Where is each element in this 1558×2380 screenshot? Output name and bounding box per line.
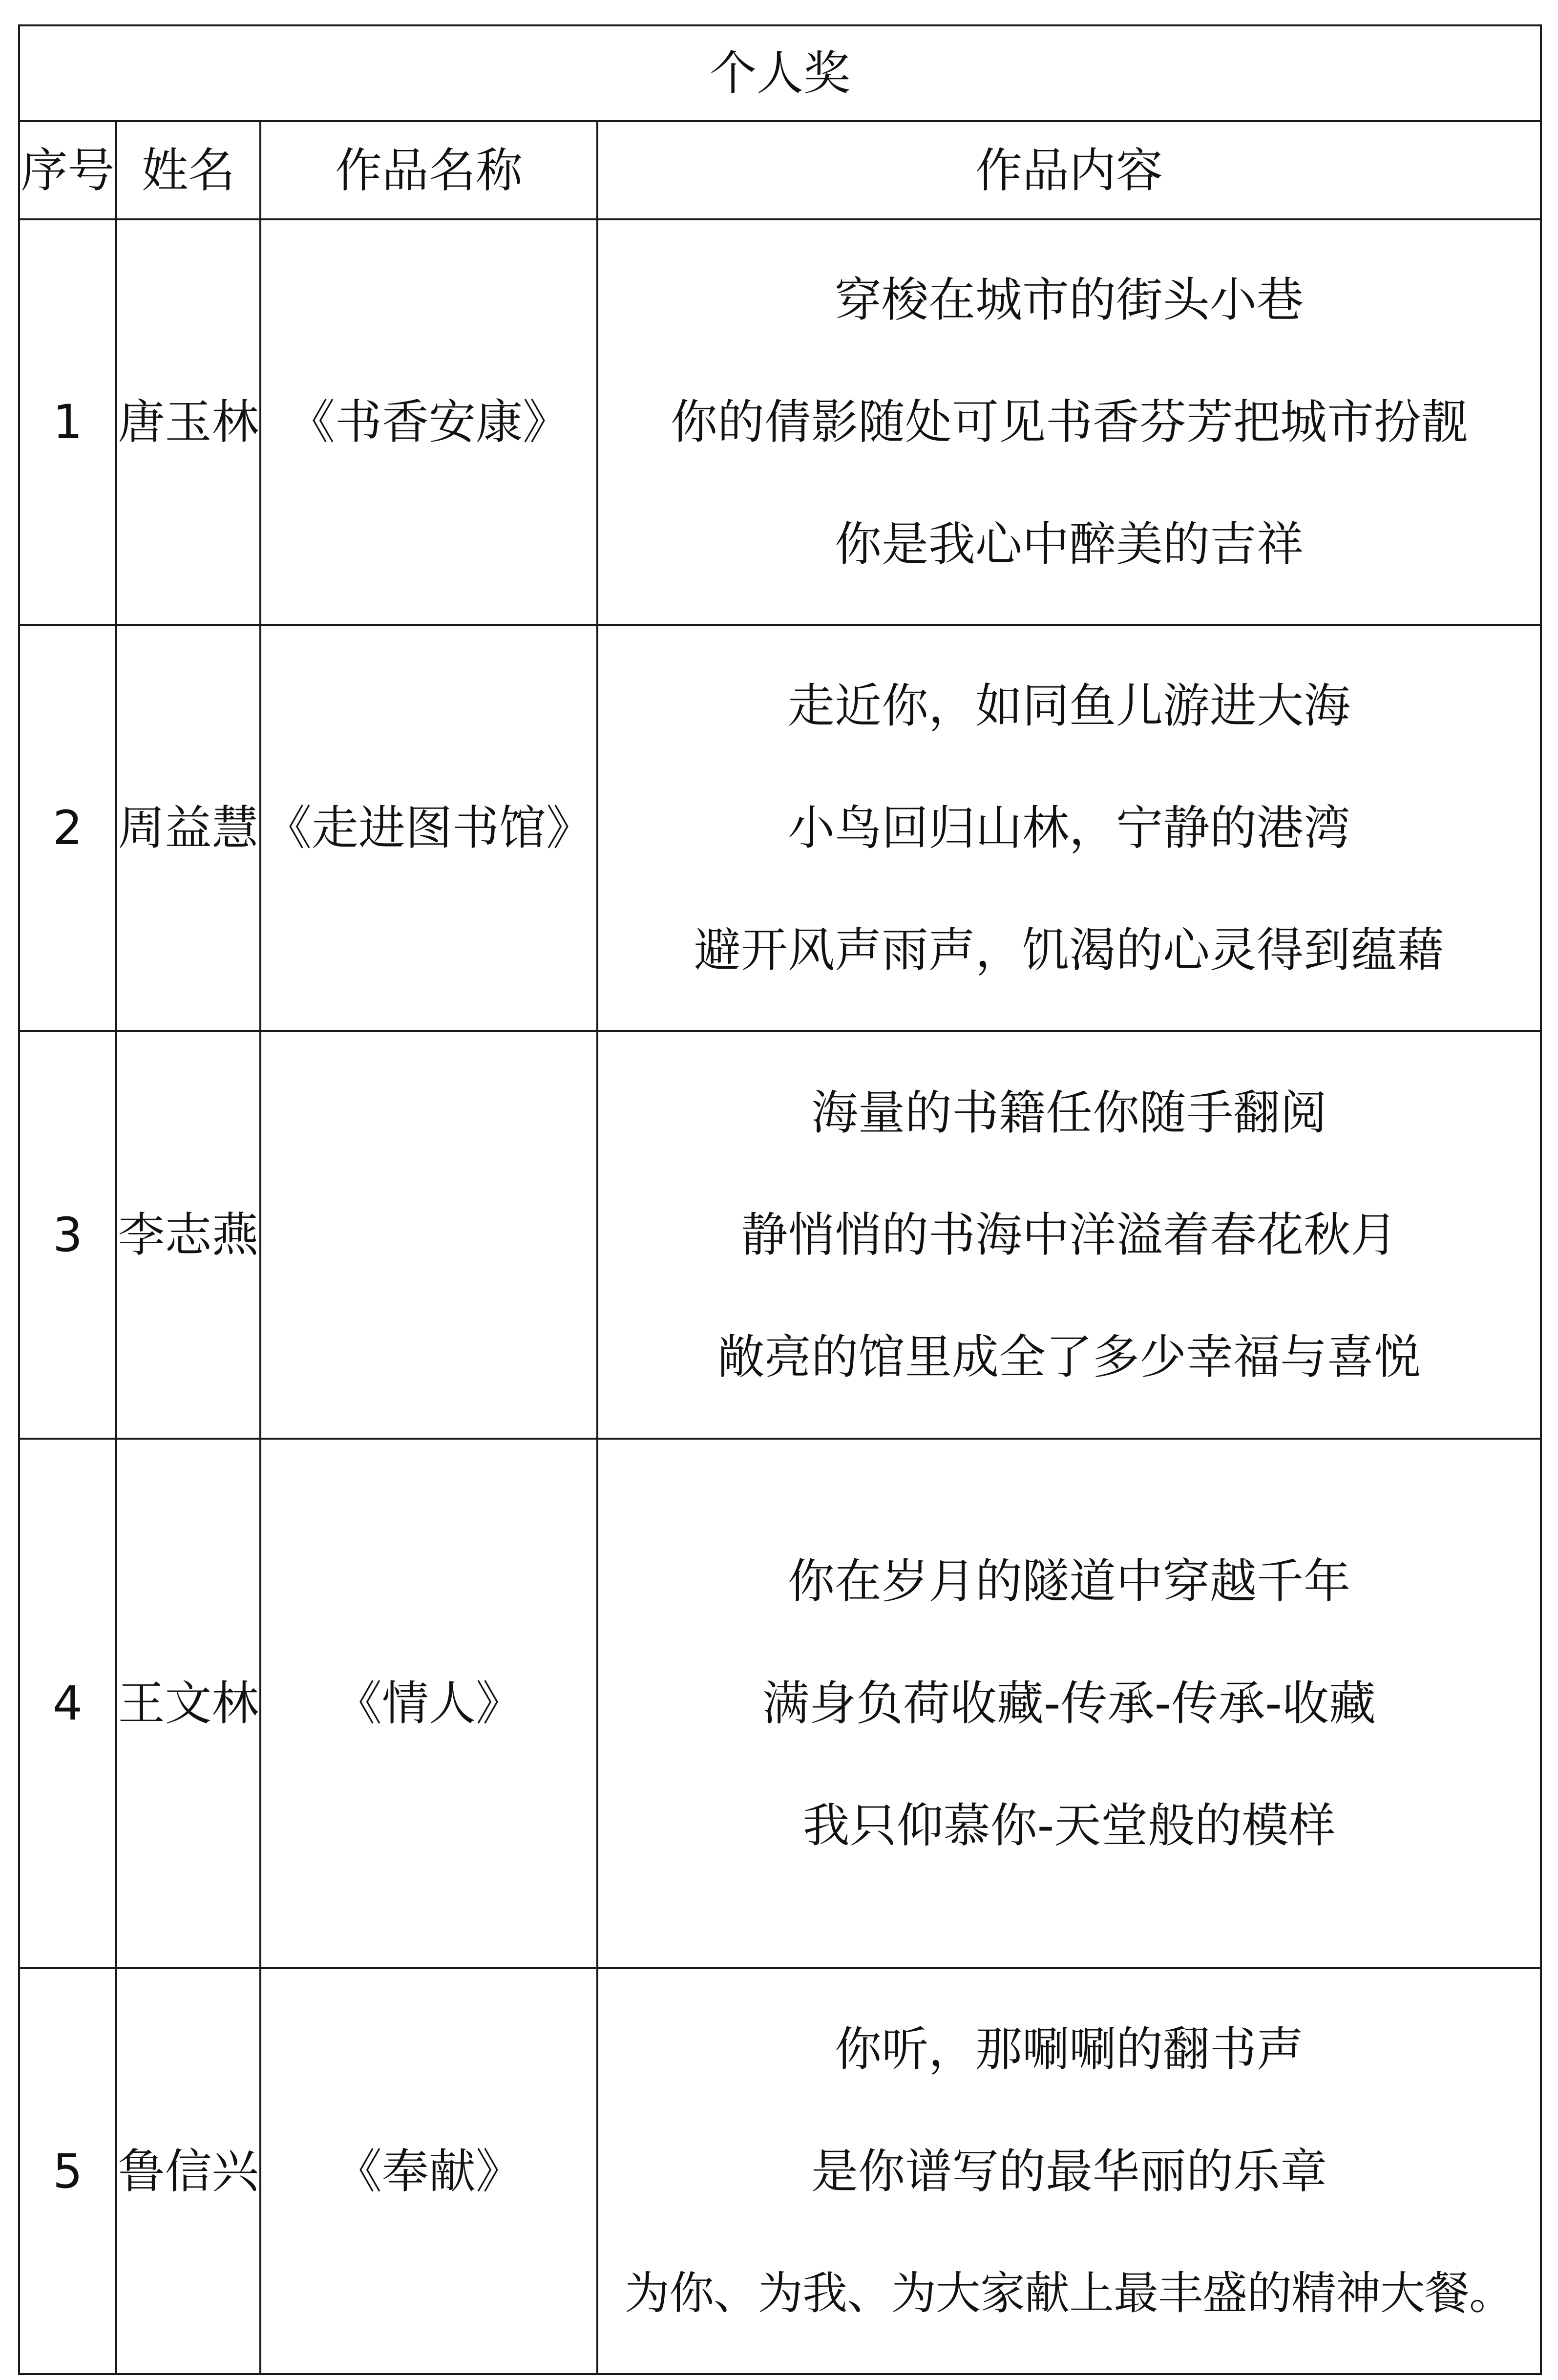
row-work-content: [597, 1031, 1541, 1439]
content-line: 小鸟回归山林，宁静的港湾: [788, 801, 1350, 855]
content-line: 为你、为我、为大家献上最丰盛的精神大餐。: [624, 2267, 1514, 2319]
header-no: 序号: [19, 121, 116, 219]
row-name: 周益慧: [116, 625, 260, 1031]
row-work-content: [597, 1439, 1541, 1968]
content-line: 是你谱写的最华丽的乐章: [811, 2144, 1327, 2199]
content-line: 你的倩影随处可见书香芬芳把城市扮靓: [671, 395, 1468, 449]
table-title: 个人奖: [19, 25, 1541, 121]
header-name: 姓名: [116, 121, 260, 219]
row-name: 王文林: [116, 1439, 260, 1968]
row-work-title: 《情人》: [260, 1439, 597, 1968]
row-no: 4: [19, 1439, 116, 1968]
content-line: 你是我心中醉美的吉祥: [835, 517, 1304, 572]
row-work-content: [597, 219, 1541, 625]
row-no: 3: [19, 1031, 116, 1439]
header-row: [19, 121, 1541, 219]
header-work-content: 作品内容: [597, 121, 1541, 219]
row-work-title: [260, 1031, 597, 1439]
table-row: [19, 625, 1541, 1031]
row-work-title: 《奉献》: [260, 1968, 597, 2374]
content-line: 我只仰慕你-天堂般的模样: [802, 1798, 1336, 1853]
table-row: [19, 219, 1541, 625]
table-row: [19, 1031, 1541, 1439]
row-name: 李志燕: [116, 1031, 260, 1439]
table-row: [19, 1439, 1541, 1968]
row-no: 5: [19, 1968, 116, 2374]
content-line: 满身负荷收藏-传承-传承-收藏: [762, 1676, 1376, 1731]
content-line: 海量的书籍任你随手翻阅: [811, 1085, 1327, 1140]
table-row: [19, 1968, 1541, 2374]
header-work-title: 作品名称: [260, 121, 597, 219]
title-row: [19, 25, 1541, 121]
row-work-content: [597, 625, 1541, 1031]
row-no: 1: [19, 219, 116, 625]
content-line: 穿梭在城市的街头小巷: [835, 273, 1304, 327]
content-line: 你听，那唰唰的翻书声: [835, 2021, 1304, 2077]
row-name: 唐玉林: [116, 219, 260, 625]
row-work-content: [597, 1968, 1541, 2374]
content-line: 走近你，如同鱼儿游进大海: [788, 679, 1350, 733]
row-work-title: 《书香安康》: [260, 219, 597, 625]
award-table: [18, 24, 1542, 2375]
row-work-title: 《走进图书馆》: [260, 625, 597, 1031]
content-line: 你在岁月的隧道中穿越千年: [788, 1554, 1350, 1609]
row-name: 鲁信兴: [116, 1968, 260, 2374]
content-line: 避开风声雨声，饥渴的心灵得到蕴藉: [694, 923, 1444, 978]
row-no: 2: [19, 625, 116, 1031]
content-line: 静悄悄的书海中洋溢着春花秋月: [741, 1208, 1397, 1262]
content-line: 敞亮的馆里成全了多少幸福与喜悦: [717, 1330, 1421, 1384]
